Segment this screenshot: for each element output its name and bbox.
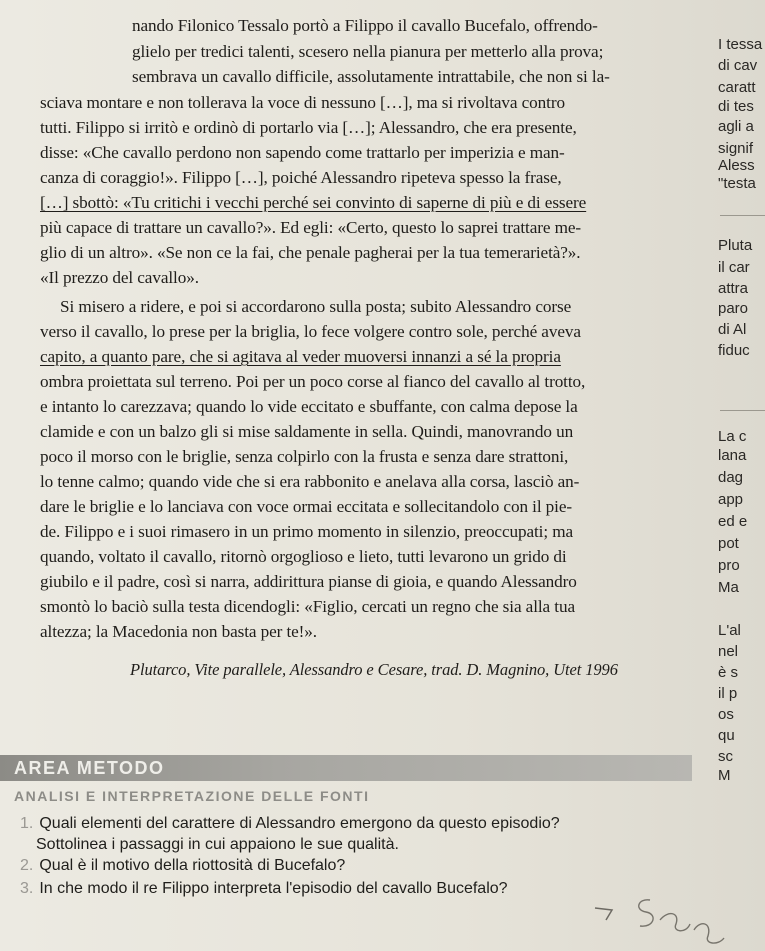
margin-word: agli a [718,118,754,135]
citation [130,660,618,680]
passage-line-10: glio di un altro». «Se non ce la fai, che penale pagherai per la tua temerarietà?». [40,243,581,262]
passage-line-22: quando, voltato il cavallo, ritornò orgoglioso e lieto, tutti levarono un grido di [40,547,567,566]
question-2 [20,857,345,875]
question-text: In che modo il re Filippo interpreta l'episodio del cavallo Bucefalo? [39,880,508,897]
question-number: 1. [20,815,34,832]
margin-word: I tessa [718,36,763,53]
margin-word: nel [718,643,739,660]
pencil-arrow-mark [595,908,612,920]
passage-line-9: più capace di trattare un cavallo?». Ed egli: «Certo, questo lo saprei trattare me- [40,218,581,237]
margin-word: di tes [718,98,754,115]
margin-word: dag [718,469,744,486]
area-metodo-band [0,755,692,781]
margin-word: attra [718,280,749,297]
passage-line-20: dare le briglie e lo lanciava con voce ormai eccitata e sollecitandolo con il pie- [40,497,573,516]
margin-word: è s [718,664,739,681]
passage-line-3: sembrava un cavallo difficile, assolutamente intrattabile, che non si la- [132,67,610,86]
margin-word: L'al [718,622,741,639]
passage-line-24: smontò lo baciò sulla testa dicendogli: «Figlio, cercati un regno che sia alla tua [40,597,575,616]
pencil-scribble-mark [639,900,653,926]
passage-line-19: lo tenne calmo; quando vide che si era rabbonito e anelava alla corsa, lasciò an- [40,472,580,491]
margin-word: ed e [718,513,748,530]
question-text: Sottolinea i passaggi in cui appaiono le sue qualità. [36,836,399,853]
question-text: Qual è il motivo della riottosità di Bucefalo? [39,857,346,874]
margin-word: il p [718,685,738,702]
passage-line-5: tutti. Filippo si irritò e ordinò di portarlo via […]; Alessandro, che era presente, [40,118,577,137]
question-3 [20,880,508,898]
margin-word: sc [718,748,733,765]
passage-line-4: sciava montare e non tollerava la voce di nessuno […], ma si rivoltava contro [40,93,565,112]
margin-word: paro [718,300,749,317]
question-number: 2. [20,857,34,874]
margin-word: Pluta [718,237,753,254]
passage-line-6: disse: «Che cavallo perdono non sapendo come trattarlo per imperizia e man- [40,143,565,162]
passage-line-16: e intanto lo carezzava; quando lo vide eccitato e sbuffante, con calma depose la [40,397,578,416]
question-1 [20,815,560,833]
question-1-instruction [36,836,399,854]
margin-word: "testa [718,175,756,192]
margin-word: pot [718,535,739,552]
passage-line-2: glielo per tredici talenti, scesero nella pianura per metterlo alla prova; [132,42,604,61]
margin-word: app [718,491,744,508]
margin-word: qu [718,727,735,744]
passage-line-15: ombra proiettata sul terreno. Poi per un poco corse al fianco del cavallo al trotto, [40,372,586,391]
section-title: ANALISI E INTERPRETAZIONE DELLE FONTI [14,788,370,804]
passage-line-7: canza di coraggio!». Filippo […], poiché Alessandro ripeteva spesso la frase, [40,168,562,187]
margin-word: pro [718,557,740,574]
margin-word: di Al [718,321,747,338]
pencil-scribble-mark [660,914,724,943]
margin-word: caratt [718,79,756,96]
margin-word: fiduc [718,342,750,359]
margin-word: La c [718,428,747,445]
margin-word: M [718,767,731,784]
margin-word: Ma [718,579,739,596]
passage-line-18: poco il morso con le briglie, senza colpirlo con la frusta e senza dare strattoni, [40,447,569,466]
area-metodo-title: AREA METODO [14,758,165,778]
margin-word: di cav [718,57,758,74]
passage-line-23: giubilo e il padre, così si narra, addirittura pianse di gioia, e quando Alessandro [40,572,577,591]
passage-line-21: de. Filippo e i suoi rimasero in un primo momento in silenzio, preoccupati; ma [40,522,574,541]
margin-column [708,0,765,951]
margin-word: signif [718,140,754,157]
passage-line-14: capito, a quanto pare, che si agitava al veder muoversi innanzi a sé la propria [40,347,561,366]
passage-line-11: «Il prezzo del cavallo». [40,268,199,287]
margin-word: lana [718,447,747,464]
passage-line-17: clamide e con un balzo gli si mise saldamente in sella. Quindi, manovrando un [40,422,574,441]
question-number: 3. [20,880,34,897]
passage-line-12: Si misero a ridere, e poi si accordarono sulla posta; subito Alessandro corse [60,297,572,316]
passage-line-25: altezza; la Macedonia non basta per te!». [40,622,317,641]
margin-word: il car [718,259,750,276]
margin-word: os [718,706,734,723]
handwritten-scribble [590,880,730,950]
passage-line-1: nando Filonico Tessalo portò a Filippo il cavallo Bucefalo, offrendo- [132,16,598,35]
citation-text: Plutarco, Vite parallele, Alessandro e Cesare, trad. D. Magnino, Utet 1996 [130,660,618,679]
margin-word: Aless [718,157,755,174]
question-text: Quali elementi del carattere di Alessandro emergono da questo episodio? [39,815,560,832]
passage-line-13: verso il cavallo, lo prese per la briglia, lo fece volgere contro sole, perché aveva [40,322,581,341]
passage-line-8: […] sbottò: «Tu critichi i vecchi perché sei convinto di saperne di più e di essere [40,193,587,212]
